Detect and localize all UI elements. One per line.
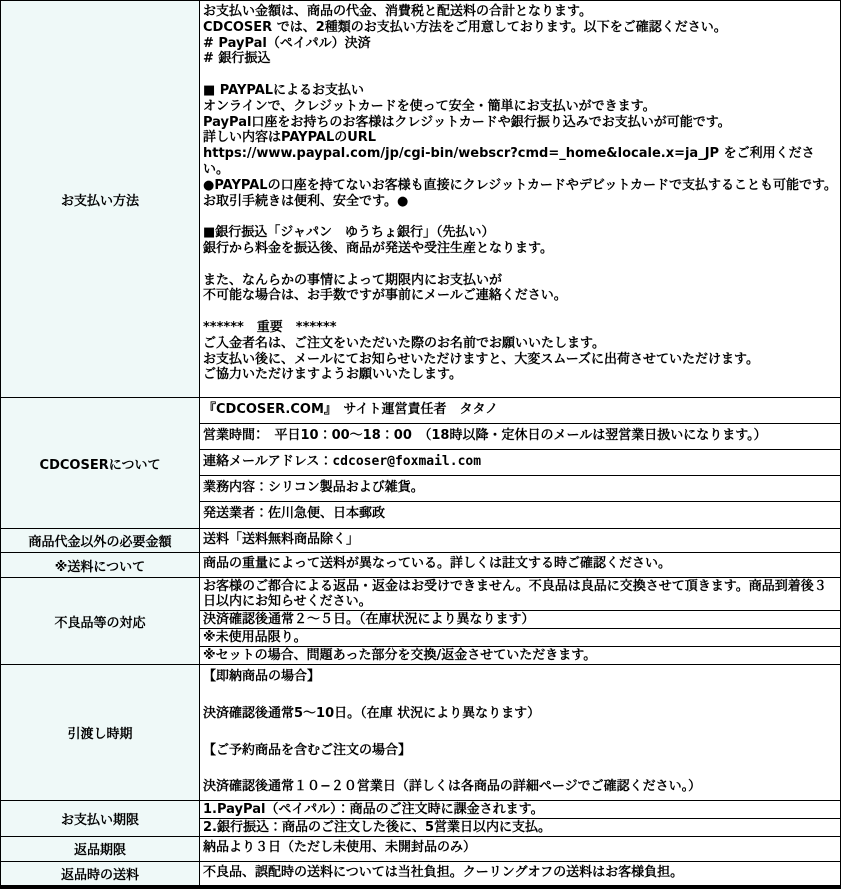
row-label-text: お支払い期限	[60, 812, 139, 828]
row-label-payment-method	[1, 1, 200, 397]
row-label-text: 引渡し時期	[67, 726, 133, 742]
row-label-return-deadline	[1, 837, 200, 861]
row-delivery-time	[1, 665, 840, 801]
row-label-text: 商品代金以外の必要金額	[28, 535, 172, 550]
row-label-text: CDCOSERについて	[39, 457, 161, 473]
text-line: ****** 重要 ******	[203, 319, 337, 335]
text-line: また、なんらかの事情によって期限内にお支払いが	[203, 272, 503, 288]
text-line	[203, 257, 837, 273]
text-line: ■ PAYPALによるお支払い	[203, 82, 365, 98]
row-label-shipping-fee	[1, 553, 200, 577]
text-line: 不良品、誤配時の送料については当社負担。クーリングオフの送料はお客様負担。	[203, 864, 684, 880]
defective-items-content	[200, 578, 840, 664]
text-line	[203, 67, 837, 83]
text-line: CDCOSER では、2種類のお支払い方法をご用意しております。以下をご確認ください。	[203, 19, 727, 35]
text-line: お取引手続きは便利、安全です。●	[203, 193, 409, 209]
row-payment-method	[1, 1, 840, 398]
text-line: ご入金者名は、ご注文をいただいた際のお名前でお願いいたします。	[203, 335, 605, 351]
about-content	[200, 398, 840, 528]
row-label-text: お支払い方法	[60, 193, 139, 209]
payment-method-content	[200, 1, 840, 397]
shipping-fee-content	[200, 553, 840, 577]
row-label-payment-deadline	[1, 801, 200, 836]
text-line: ※セットの場合、問題あった部分を交換/返金させていただきます。	[203, 648, 597, 663]
row-label-text: ※送料について	[54, 559, 146, 575]
text-line	[203, 209, 837, 225]
extra-fees-content	[200, 529, 840, 552]
delivery-time-content	[200, 665, 840, 800]
text-line	[203, 686, 837, 704]
text-line: ●PAYPALの口座を持てないお客様も直接にクレジットカードやデビットカードで支払することも可能です。	[203, 177, 837, 193]
text-line	[203, 723, 837, 741]
text-line: 【即納商品の場合】	[203, 669, 321, 684]
text-line: 決済確認後通常5〜10日。（在庫 状況により異なります）	[203, 705, 541, 721]
text-line: ■銀行振込「ジャパン ゆうちょ銀行」（先払い）	[203, 225, 495, 241]
row-label-delivery-time	[1, 665, 200, 800]
row-extra-fees	[1, 529, 840, 553]
about-site-owner: 『CDCOSER.COM』 サイト運営責任者 タタノ	[200, 398, 840, 424]
text-line: 詳しい内容はPAYPALのURL	[203, 130, 377, 146]
text-line: 納品より３日（ただし未使用、未開封品のみ）	[203, 839, 477, 855]
text-line	[203, 760, 837, 778]
row-label-defective-items	[1, 578, 200, 664]
row-defective-items	[1, 578, 840, 665]
row-shipping-fee	[1, 553, 840, 578]
text-line: 銀行から料金を振込後、商品が発送や受注生産となります。	[203, 240, 553, 256]
contact-email-prefix: 連絡メールアドレス：	[203, 454, 333, 469]
text-line: オンラインで、クレジットカードを使って安全・簡単にお支払いができます。	[203, 98, 656, 114]
row-label-text: 返品期限	[73, 843, 126, 859]
row-label-extra-fees	[1, 529, 200, 552]
text-line: お客様のご都合による返品・返金はお受けできません。不良品は良品に交換させて頂きます。商品到着後３日以内にお知らせください。	[200, 578, 840, 611]
text-line	[203, 304, 837, 320]
text-line: # 銀行振込	[203, 51, 271, 67]
about-business-description: 業務内容：シリコン製品および雑貨。	[200, 476, 840, 502]
text-line: お支払い金額は、商品の代金、消費税と配送料の合計となります。	[203, 4, 592, 19]
text-line: ※未使用品限り。	[200, 629, 840, 647]
text-line: 送料「送料無料商品除く」	[203, 532, 360, 547]
row-label-about	[1, 398, 200, 528]
text-line: 商品の重量によって送料が異なっている。詳しくは註文する時ご確認ください。	[203, 556, 672, 571]
text-line: 決済確認後通常２〜５日。（在庫状況により異なります）	[200, 611, 840, 629]
row-label-text: 返品時の送料	[60, 867, 139, 883]
text-line: 【ご予約商品を含むご注文の場合】	[203, 742, 412, 758]
row-payment-deadline	[1, 801, 840, 837]
about-shipping-carriers: 発送業者：佐川急便、日本郵政	[203, 506, 386, 521]
payment-deadline-content	[200, 801, 840, 836]
text-line: 決済確認後通常１０−２０営業日（詳しくは各商品の詳細ページでご確認ください。）	[203, 779, 702, 795]
row-label-text: 不良品等の対応	[54, 615, 146, 631]
text-line: お支払い後に、メールにてお知らせいただけますと、大変スムーズに出荷させていただけます。	[203, 351, 760, 367]
text-line: 1.PayPal（ペイパル）：商品のご注文時に課金されます。	[200, 801, 840, 819]
text-line: ご協力いただけますようお願いいたします。	[203, 367, 462, 383]
text-line: # PayPal（ペイパル）決済	[203, 35, 371, 51]
text-line: https://www.paypal.com/jp/cgi-bin/webscr?cmd=_home&locale.x=ja_JP をご利用ください。	[203, 146, 815, 177]
row-return-shipping-fee	[1, 862, 840, 885]
text-line: PayPal口座をお持ちのお客様はクレジットカードや銀行振り込みでお支払いが可能です。	[203, 114, 731, 130]
row-label-return-shipping-fee	[1, 862, 200, 885]
row-about	[1, 398, 840, 529]
row-return-deadline	[1, 837, 840, 862]
return-shipping-fee-content	[200, 862, 840, 885]
about-contact-email	[200, 450, 840, 476]
return-deadline-content	[200, 837, 840, 861]
contact-email-address: cdcoser@foxmail.com	[332, 454, 482, 469]
about-business-hours: 営業時間： 平日10：00〜18：00 （18時以降・定休日のメールは翌営業日扱いになります。）	[200, 424, 840, 450]
text-line: 2.銀行振込：商品のご注文した後に、5営業日以内に支払。	[203, 819, 552, 835]
text-line: 不可能な場合は、お手数ですが事前にメールご連絡ください。	[203, 288, 567, 304]
